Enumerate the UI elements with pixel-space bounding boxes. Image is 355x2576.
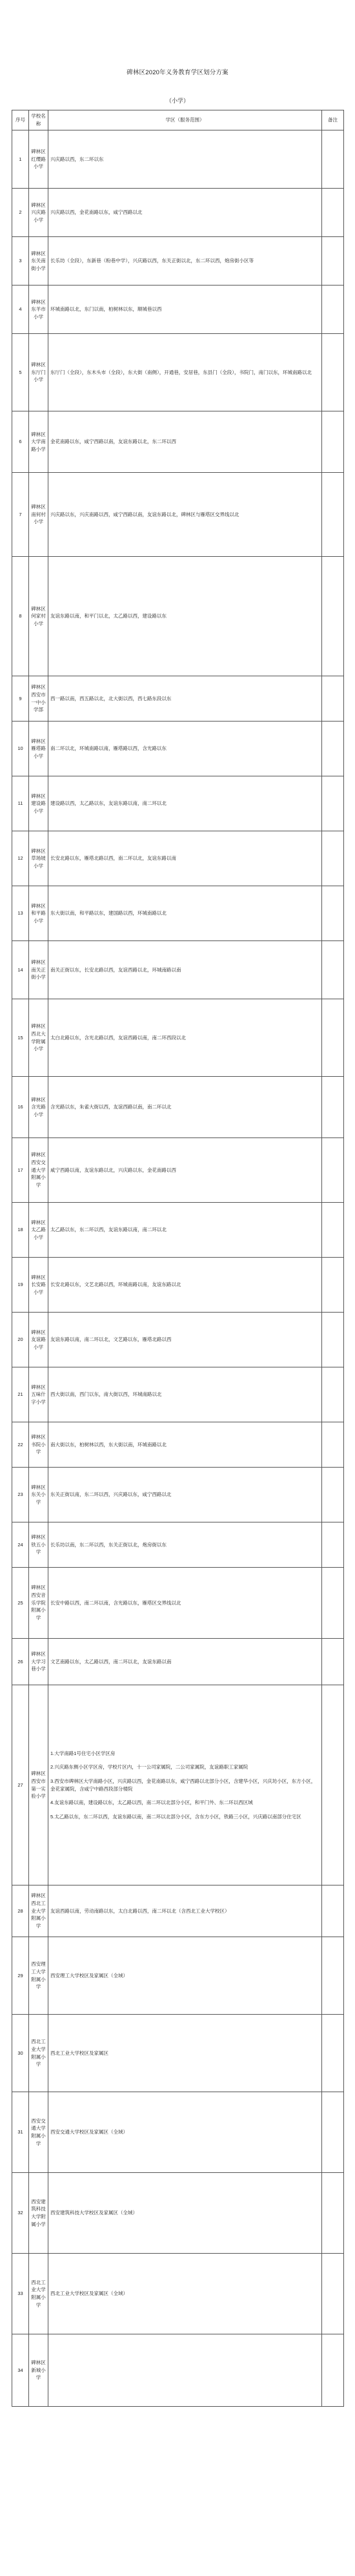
school-name: 碑林区西安交通大学附属小学 [29, 1138, 48, 1203]
school-name: 碑林区新城小学 [29, 2334, 48, 2407]
note [322, 1522, 344, 1568]
range-line: 东厅门（全段），东木头市（全段），东大街（南侧），开通巷，安居巷，东县门（全段），书院门，南门以东，环城南路以北 [50, 369, 312, 375]
note [322, 831, 344, 886]
note [322, 557, 344, 676]
table-row [12, 1313, 344, 1367]
note [322, 776, 344, 831]
school-name: 碑林区西安市第一实验小学 [29, 1685, 48, 1885]
range-line: 咸宁西路以南，友谊东路以北，兴庆路以东，金花南路以西 [50, 1167, 176, 1173]
service-range [48, 557, 322, 676]
row-number: 7 [12, 473, 29, 557]
range-line: 南大街以东，柏树林以西，东大街以南，环城南路以北 [50, 1441, 167, 1448]
row-number: 18 [12, 1203, 29, 1258]
service-range [48, 130, 322, 189]
note [322, 1568, 344, 1639]
service-range [48, 676, 322, 722]
table-row [12, 1568, 344, 1639]
row-number: 12 [12, 831, 29, 886]
header-row [12, 110, 344, 130]
row-number: 33 [12, 2254, 29, 2334]
range-line: 兴庆路以西，东二环以东 [50, 156, 104, 162]
service-range [48, 411, 322, 473]
page-title: 碑林区2020年义务教育学区划分方案 [127, 69, 228, 76]
table-header [12, 110, 344, 130]
school-name: 碑林区红缨路小学 [29, 130, 48, 189]
school-name: 碑林区铁五小学 [29, 1522, 48, 1568]
table-row [12, 1937, 344, 2015]
table-row [12, 999, 344, 1077]
school-name: 碑林区西安音乐学院附属小学 [29, 1568, 48, 1639]
table-row [12, 334, 344, 411]
note [322, 999, 344, 1077]
table-row [12, 557, 344, 676]
range-line: 东关正街以南，东二环以西，兴庆路以东，咸宁西路以北 [50, 1491, 172, 1498]
table-row [12, 473, 344, 557]
row-number: 20 [12, 1313, 29, 1367]
table-row [12, 722, 344, 776]
range-line: 含光路以东，朱雀大街以西，友谊西路以南，南二环以北 [50, 1104, 172, 1110]
service-range [48, 1639, 322, 1685]
table-row [12, 2254, 344, 2334]
table-row [12, 676, 344, 722]
row-number: 23 [12, 1468, 29, 1522]
range-line: 长乐坊以南，东二环以西，东关正街以北，炮房街以东 [50, 1541, 167, 1548]
table-row [12, 776, 344, 831]
header-range: 学区（服务范围） [48, 110, 322, 130]
service-range [48, 1367, 322, 1422]
note [322, 1422, 344, 1468]
note [322, 2173, 344, 2254]
table-row [12, 286, 344, 334]
row-number: 8 [12, 557, 29, 676]
service-range [48, 1885, 322, 1937]
range-line: 西安建筑科技大学校区及家属区（全域） [50, 2210, 137, 2216]
school-name: 碑林区东关小学 [29, 1468, 48, 1522]
range-line: 长安北路以东，文艺北路以西，环城南路以南，友谊东路以北 [50, 1282, 181, 1288]
range-line: 友谊东路以南，南二环以北，文艺路以东，雁塔北路以西 [50, 1336, 172, 1343]
service-range [48, 722, 322, 776]
range-line: 东大街以南，和平路以东，建国路以西，环城南路以北 [50, 910, 167, 917]
range-line: 南二环以北，环城南路以南，雁塔路以西，含光路以东 [50, 745, 167, 752]
school-name: 西安理工大学附属小学 [29, 1937, 48, 2015]
table-row [12, 1522, 344, 1568]
school-name: 西北工业大学附属小学 [29, 2015, 48, 2092]
range-line: 1.大学南路1号住宅小区学区房 [50, 1750, 116, 1756]
school-name: 碑林区大学南路小学 [29, 411, 48, 473]
school-name: 碑林区东厅门小学 [29, 334, 48, 411]
range-line: 西安理工大学校区及家属区（全域） [50, 1972, 128, 1979]
table-body [12, 130, 344, 2407]
note [322, 237, 344, 286]
row-number: 5 [12, 334, 29, 411]
range-line: 西北工业大学校区及家属区 [50, 2050, 108, 2056]
school-name: 碑林区书院小学 [29, 1422, 48, 1468]
table-row [12, 1422, 344, 1468]
range-line: 西安交通大学校区及家属区（全域） [50, 2129, 128, 2135]
service-range [48, 1138, 322, 1203]
service-range [48, 886, 322, 941]
service-range [48, 334, 322, 411]
service-range [48, 286, 322, 334]
note [322, 1367, 344, 1422]
note [322, 1203, 344, 1258]
row-number: 28 [12, 1885, 29, 1937]
range-line: 文艺南路以东，太乙路以西，南二环以北，友谊东路以南 [50, 1658, 172, 1665]
note [322, 886, 344, 941]
service-range [48, 2173, 322, 2254]
school-name: 碑林区雁塔路小学 [29, 722, 48, 776]
row-number: 29 [12, 1937, 29, 2015]
note [322, 1258, 344, 1313]
range-line: 长安中路以西，南二环以南，含光路以东，雁塔区交界线以北 [50, 1599, 181, 1606]
note [322, 676, 344, 722]
header-note: 备注 [322, 110, 344, 130]
range-line: 友谊东路以南，和平门以北，太乙路以西，建设路以东 [50, 613, 167, 619]
note [322, 2334, 344, 2407]
range-line: 兴庆路以西，金花南路以东，咸宁西路以北 [50, 209, 143, 216]
school-name: 碑林区何家村小学 [29, 557, 48, 676]
table-row [12, 886, 344, 941]
school-name: 碑林区西北工业大学附属小学 [29, 1885, 48, 1937]
range-line: 友谊西路以南，劳动南路以东，太白北路以西，南二环以北（含西北工业大学校区） [50, 1907, 230, 1914]
row-number: 24 [12, 1522, 29, 1568]
row-number: 22 [12, 1422, 29, 1468]
school-name: 西北工业大学附属小学 [29, 2254, 48, 2334]
row-number: 2 [12, 189, 29, 237]
school-name: 碑林区太乙路小学 [29, 1203, 48, 1258]
school-district-table [12, 110, 344, 2407]
row-number: 17 [12, 1138, 29, 1203]
range-line: 5.太乙路以东，东二环以西，友谊东路以南，南二环以北部分小区，含东方小区，铁路三小区，兴庆路以南部分住宅区 [50, 1813, 301, 1820]
school-name: 碑林区东关南街小学 [29, 237, 48, 286]
range-line: 南关正街以东，长安北路以西，友谊西路以北，环城南路以南 [50, 966, 181, 973]
row-number: 14 [12, 941, 29, 999]
service-range [48, 941, 322, 999]
note [322, 1639, 344, 1685]
row-number: 27 [12, 1685, 29, 1885]
range-line: 长乐坊（全段），东新巷（粉巷中学），兴庆路以西，东关正街以北，东二环以西，炮房街小区等 [50, 258, 254, 264]
table-row [12, 1258, 344, 1313]
row-number: 32 [12, 2173, 29, 2254]
service-range [48, 237, 322, 286]
row-number: 3 [12, 237, 29, 286]
service-range [48, 2334, 322, 2407]
table-row [12, 411, 344, 473]
service-range [48, 1422, 322, 1468]
range-line: 建设路以西，太乙路以东，友谊东路以南，南二环以北 [50, 800, 167, 807]
row-number: 19 [12, 1258, 29, 1313]
row-number: 10 [12, 722, 29, 776]
school-name: 碑林区草场坡小学 [29, 831, 48, 886]
table-row [12, 237, 344, 286]
page-subtitle: （小学） [165, 98, 189, 104]
table-row [12, 1685, 344, 1885]
row-number: 31 [12, 2092, 29, 2173]
service-range [48, 831, 322, 886]
note [322, 130, 344, 189]
note [322, 1138, 344, 1203]
service-range [48, 1468, 322, 1522]
row-number: 13 [12, 886, 29, 941]
service-range [48, 1313, 322, 1367]
range-line: 金花南路以东，咸宁西路以南，友谊东路以北，东二环以西 [50, 439, 176, 445]
school-name: 西安交通大学附属小学 [29, 2092, 48, 2173]
school-name: 碑林区大学习巷小学 [29, 1639, 48, 1685]
row-number: 1 [12, 130, 29, 189]
service-range [48, 473, 322, 557]
header-no: 序号 [12, 110, 29, 130]
school-name: 碑林区建设路小学 [29, 776, 48, 831]
service-range [48, 776, 322, 831]
row-number: 4 [12, 286, 29, 334]
note [322, 2015, 344, 2092]
row-number: 34 [12, 2334, 29, 2407]
service-range [48, 1522, 322, 1568]
table-row [12, 189, 344, 237]
table-row [12, 1138, 344, 1203]
row-number: 21 [12, 1367, 29, 1422]
table-row [12, 2334, 344, 2407]
table-row [12, 2092, 344, 2173]
range-line: 西北工业大学校区及家属区（全域） [50, 2290, 128, 2297]
row-number: 11 [12, 776, 29, 831]
school-name: 碑林区西安市一中小学部 [29, 676, 48, 722]
school-name: 碑林区南何村小学 [29, 473, 48, 557]
row-number: 15 [12, 999, 29, 1077]
range-line: 太白北路以东，含光北路以西，友谊西路以南，南二环西段以北 [50, 1034, 186, 1041]
note [322, 473, 344, 557]
note [322, 1885, 344, 1937]
note [322, 1468, 344, 1522]
table-row [12, 1203, 344, 1258]
note [322, 2254, 344, 2334]
service-range [48, 1077, 322, 1138]
note [322, 1937, 344, 2015]
range-line: 2.兴庆路东侧小区学区房，学校片区内，十一公司家属院，二公司家属院，友谊路职工家属院 [50, 1764, 249, 1771]
note [322, 1313, 344, 1367]
table-row [12, 1077, 344, 1138]
note [322, 1685, 344, 1885]
row-number: 25 [12, 1568, 29, 1639]
service-range [48, 189, 322, 237]
table-row [12, 2015, 344, 2092]
table-row [12, 831, 344, 886]
row-number: 9 [12, 676, 29, 722]
note [322, 722, 344, 776]
row-number: 16 [12, 1077, 29, 1138]
note [322, 2092, 344, 2173]
school-name: 碑林区五味什字小学 [29, 1367, 48, 1422]
service-range [48, 1258, 322, 1313]
school-name: 碑林区和平路小学 [29, 886, 48, 941]
service-range [48, 1685, 322, 1885]
service-range [48, 2015, 322, 2092]
range-line: 西大街以南，西门以东，南大街以西，环城南路以北 [50, 1391, 162, 1398]
school-name: 碑林区南关正街小学 [29, 941, 48, 999]
service-range [48, 1203, 322, 1258]
school-name: 碑林区东羊市小学 [29, 286, 48, 334]
range-line: 3.西安市碑林区大学南路小区，兴庆路以西，金花南路以东，咸宁西路以北部分小区，含建华小区，兴庆坊小区，东方小区，金花家属院，含咸宁中路西段部分楼院 [50, 1778, 316, 1792]
school-name: 碑林区含光路小学 [29, 1077, 48, 1138]
range-line: 4.友谊东路以南，建设路以东，太乙路以西，南二环以北部分小区，和平门外、东二环以西区域 [50, 1800, 253, 1806]
row-number: 30 [12, 2015, 29, 2092]
service-range [48, 1937, 322, 2015]
table-row [12, 1367, 344, 1422]
row-number: 26 [12, 1639, 29, 1685]
note [322, 334, 344, 411]
service-range [48, 2092, 322, 2173]
school-name: 碑林区友谊路小学 [29, 1313, 48, 1367]
table-row [12, 1885, 344, 1937]
service-range [48, 999, 322, 1077]
range-line: 太乙路以东，东二环以西，友谊东路以南，南二环以北 [50, 1227, 167, 1233]
table-row [12, 1468, 344, 1522]
school-name: 碑林区长安路小学 [29, 1258, 48, 1313]
service-range [48, 1568, 322, 1639]
note [322, 189, 344, 237]
note [322, 941, 344, 999]
school-name: 西安建筑科技大学附属小学 [29, 2173, 48, 2254]
range-line: 环城南路以北，东门以南，柏树林以东，顺城巷以西 [50, 306, 162, 313]
table-row [12, 130, 344, 189]
row-number: 6 [12, 411, 29, 473]
note [322, 286, 344, 334]
range-line: 西一路以南，西五路以北，北大街以西，西七路东段以东 [50, 695, 172, 701]
note [322, 411, 344, 473]
table-row [12, 1639, 344, 1685]
note [322, 1077, 344, 1138]
table-row [12, 941, 344, 999]
header-school: 学校名称 [29, 110, 48, 130]
service-range [48, 2254, 322, 2334]
table-row [12, 2173, 344, 2254]
school-name: 碑林区兴庆路小学 [29, 189, 48, 237]
school-name: 碑林区西北大学附属小学 [29, 999, 48, 1077]
range-line: 兴庆路以东，兴庆南路以西，咸宁西路以南，友谊东路以北，碑林区与雁塔区交界线以北 [50, 511, 239, 517]
range-line: 长安北路以东，雁塔北路以西，南二环以北，友谊东路以南 [50, 855, 176, 862]
